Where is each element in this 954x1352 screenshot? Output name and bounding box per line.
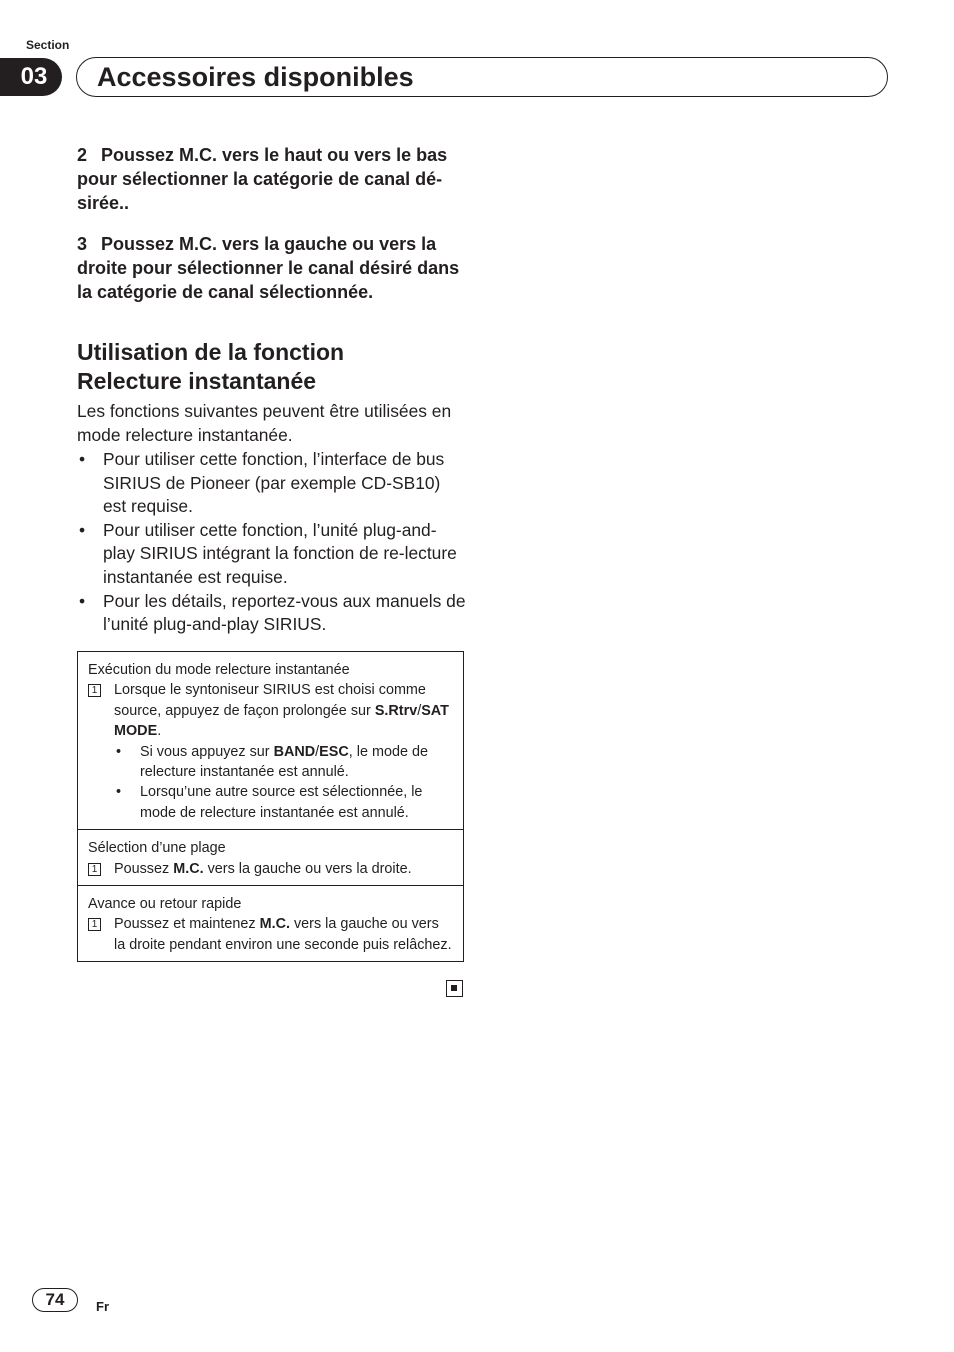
key-label: M.C. xyxy=(259,916,290,933)
operation-heading: Avance ou retour rapide xyxy=(88,896,242,913)
section-number-badge: 03 xyxy=(0,58,62,96)
step-number-box: 1 xyxy=(88,684,101,697)
step-number: 3 xyxy=(77,234,88,254)
subsection-title-line2: Relecture instantanée xyxy=(77,368,317,394)
step-number-box: 1 xyxy=(88,918,101,931)
operation-subnote: • Lorsqu’une autre source est sélectionnée, le mode de relecture instantanée est annulé. xyxy=(88,782,453,823)
note-list xyxy=(77,448,467,637)
operation-row-track-select xyxy=(78,830,463,886)
list-item: • Pour les détails, reportez-vous aux manuels de l’unité plug-and-play SIRIUS. xyxy=(77,590,467,637)
subsection-title-line1: Utilisation de la fonction xyxy=(77,339,345,365)
section-label: Section xyxy=(26,38,70,52)
step-3 xyxy=(77,232,467,304)
list-item: • Pour utiliser cette fonction, l’unité plug-and-play SIRIUS intégrant la fonction de re-lecture instantanée est requise. xyxy=(77,519,467,590)
step-number: 2 xyxy=(77,145,88,165)
key-label: M.C. xyxy=(173,860,204,877)
operations-table xyxy=(77,651,464,962)
key-label: BAND xyxy=(273,743,316,760)
key-label: SAT MODE xyxy=(114,702,449,740)
list-item: • Pour utiliser cette fonction, l’interface de bus SIRIUS de Pioneer (par exemple CD-SB10) est requise. xyxy=(77,448,467,519)
step-text: Poussez M.C. vers la gauche ou vers la droite pour sélectionner le canal désiré dans la catégorie de canal sélectionnée. xyxy=(77,234,460,302)
key-label: S.Rtrv xyxy=(374,702,418,719)
subsection-intro: Les fonctions suivantes peuvent être utilisées en mode relecture instantanée. xyxy=(77,401,452,445)
section-title: Accessoires disponibles xyxy=(97,62,414,92)
operation-step: 1 Poussez M.C. vers la gauche ou vers la droite. xyxy=(88,859,453,879)
key-label: ESC xyxy=(319,743,349,760)
operation-subnote: • Si vous appuyez sur BAND/ESC, le mode de relecture instantanée est annulé. xyxy=(88,742,453,783)
operation-row-instant-replay xyxy=(78,652,463,830)
operation-step: 1 Poussez et maintenez M.C. vers la gauche ou vers la droite pendant environ une seconde puis relâchez. xyxy=(88,914,453,955)
end-of-section-icon xyxy=(446,980,463,997)
subsection-title xyxy=(77,338,467,396)
step-text: Poussez M.C. vers le haut ou vers le bas pour sélectionner la catégorie de canal dé-sirée.. xyxy=(77,145,448,213)
operation-heading: Exécution du mode relecture instantanée xyxy=(88,662,350,678)
step-number-box: 1 xyxy=(88,863,101,876)
operation-row-fast-forward xyxy=(78,886,463,961)
language-code: Fr xyxy=(96,1299,109,1314)
operation-step: 1 Lorsque le syntoniseur SIRIUS est choisi comme source, appuyez de façon prolongée sur S.Rtrv/SAT MODE. xyxy=(88,680,453,741)
page-number: 74 xyxy=(32,1288,78,1312)
operation-heading: Sélection d’une plage xyxy=(88,840,226,857)
step-2 xyxy=(77,143,467,215)
